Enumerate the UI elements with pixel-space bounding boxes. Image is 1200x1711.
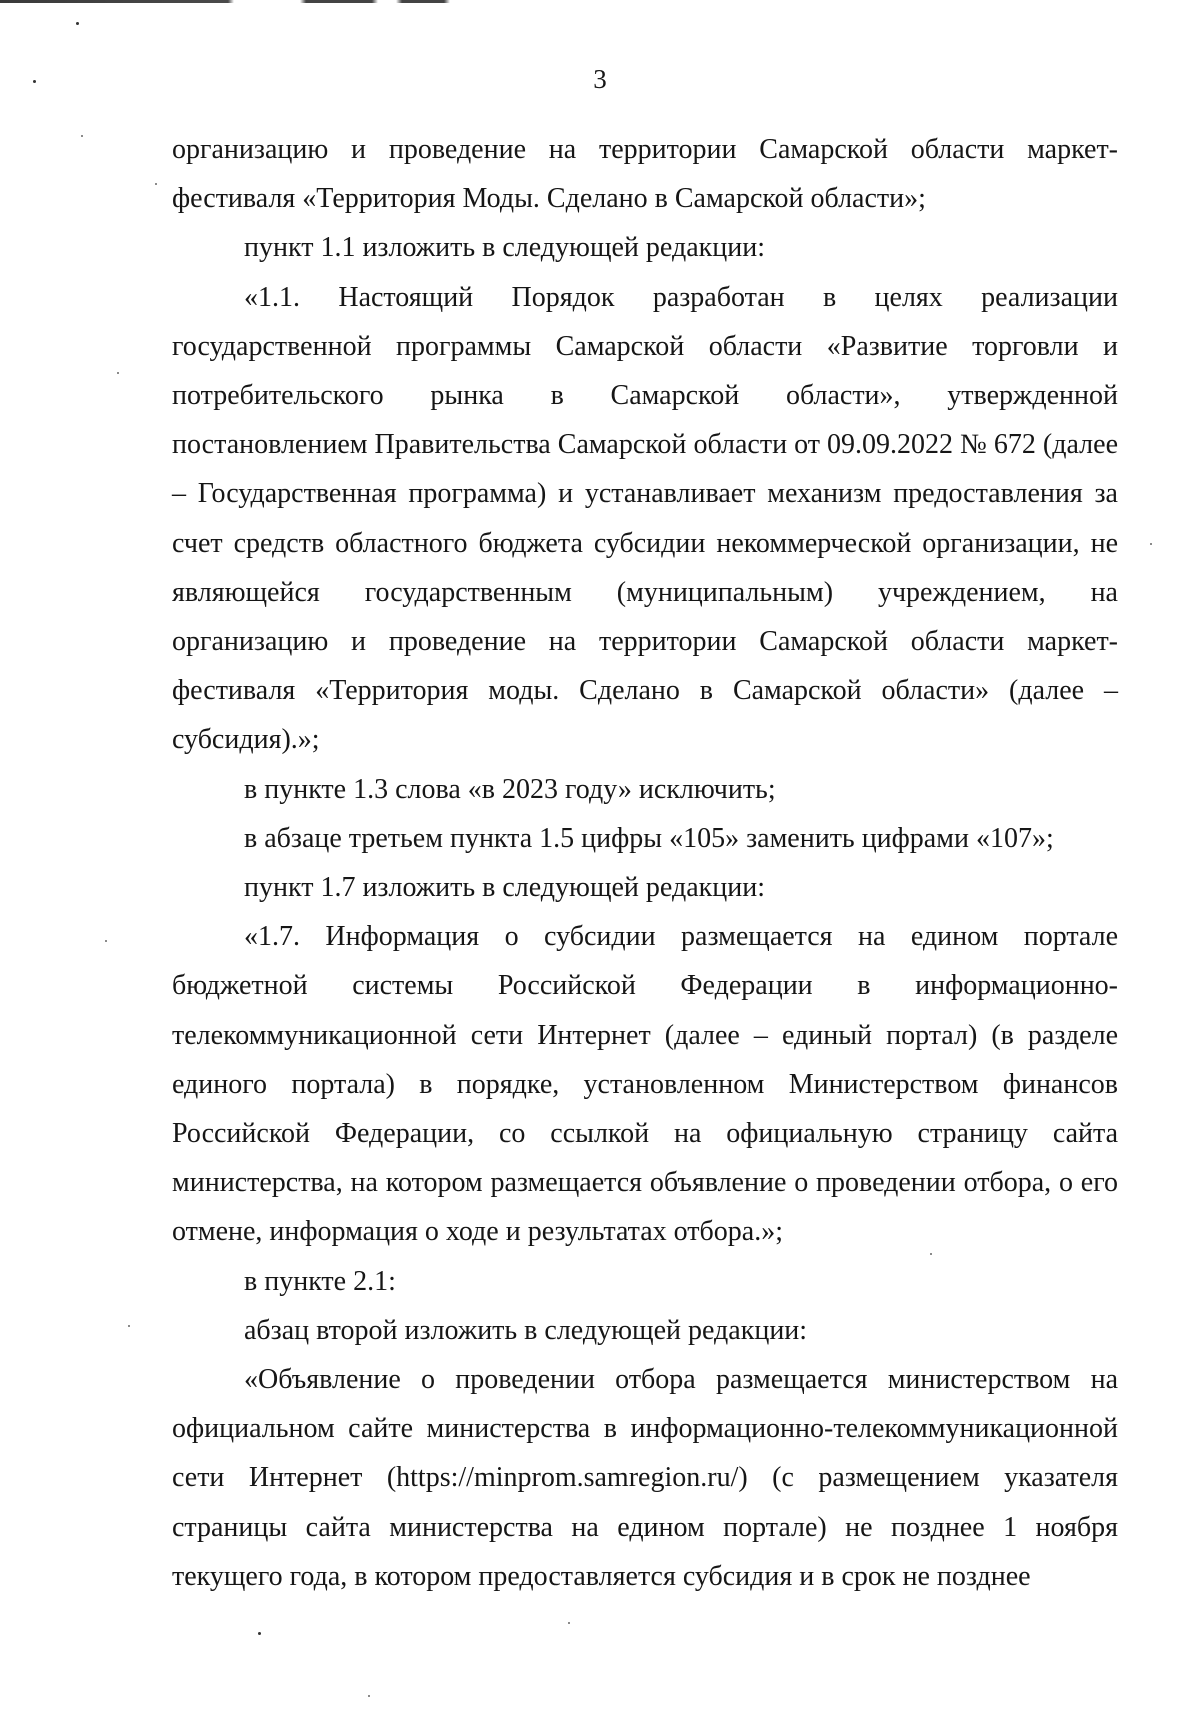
scan-speck [368, 1695, 370, 1697]
paragraph-2: пункт 1.1 изложить в следующей редакции: [244, 232, 765, 264]
scan-speck [258, 1632, 261, 1635]
scan-speck [128, 1325, 130, 1327]
paragraph-5: в абзаце третьем пункта 1.5 цифры «105» заменить цифрами «107»; [244, 822, 1054, 854]
scan-speck [568, 1622, 570, 1624]
scan-speck [117, 372, 119, 374]
scan-speck [1150, 543, 1152, 545]
document-body [172, 125, 1118, 1601]
paragraph-4: в пункте 1.3 слова «в 2023 году» исключить; [244, 773, 776, 805]
paragraph-7: «1.7. Информация о субсидии размещается на едином портале бюджетной системы Российской Федерации в информационно-телекоммуникационной сети Интернет (далее – единый портал) (в разделе единого портала) в порядке, установленном Министерством финансов Российской Федерации, со ссылкой на официальную страницу сайта министерства, на котором размещается объявление о проведении отбора, о его отмене, информация о ходе и результатах отбора.»; [172, 921, 1118, 1248]
paragraph-8: в пункте 2.1: [244, 1265, 396, 1297]
paragraph-6: пункт 1.7 изложить в следующей редакции: [244, 872, 765, 904]
scan-speck [930, 1253, 932, 1255]
paragraph-10: «Объявление о проведении отбора размещается министерством на официальном сайте министерства в информационно-телекоммуникационной сети Интернет (https://minprom.samregion.ru/) (с размещением указателя страницы сайта министерства на едином портале) не позднее 1 ноября текущего года, в котором предоставляется субсидия и в срок не позднее [172, 1364, 1118, 1592]
scan-speck [81, 135, 83, 137]
scan-speck [76, 22, 79, 25]
paragraph-3: «1.1. Настоящий Порядок разработан в целях реализации государственной программы Самарской области «Развитие торговли и потребительского рынка в Самарской области», утвержденной постановлением Правительства Самарской области от 09.09.2022 № 672 (далее – Государственная программа) и устанавливает механизм предоставления за счет средств областного бюджета субсидии некоммерческой организации, не являющейся государственным (муниципальным) учреждением, на организацию и проведение на территории Самарской области маркет-фестиваля «Территория моды. Сделано в Самарской области» (далее – субсидия).»; [172, 281, 1118, 756]
scan-speck [33, 80, 36, 83]
scan-top-edge [0, 0, 1200, 3]
page-number: 3 [593, 64, 607, 94]
scan-speck [105, 940, 107, 942]
paragraph-9: абзац второй изложить в следующей редакции: [244, 1314, 808, 1346]
scan-speck [155, 183, 157, 185]
paragraph-1: организацию и проведение на территории Самарской области маркет-фестиваля «Территория Моды. Сделано в Самарской области»; [172, 134, 1118, 215]
